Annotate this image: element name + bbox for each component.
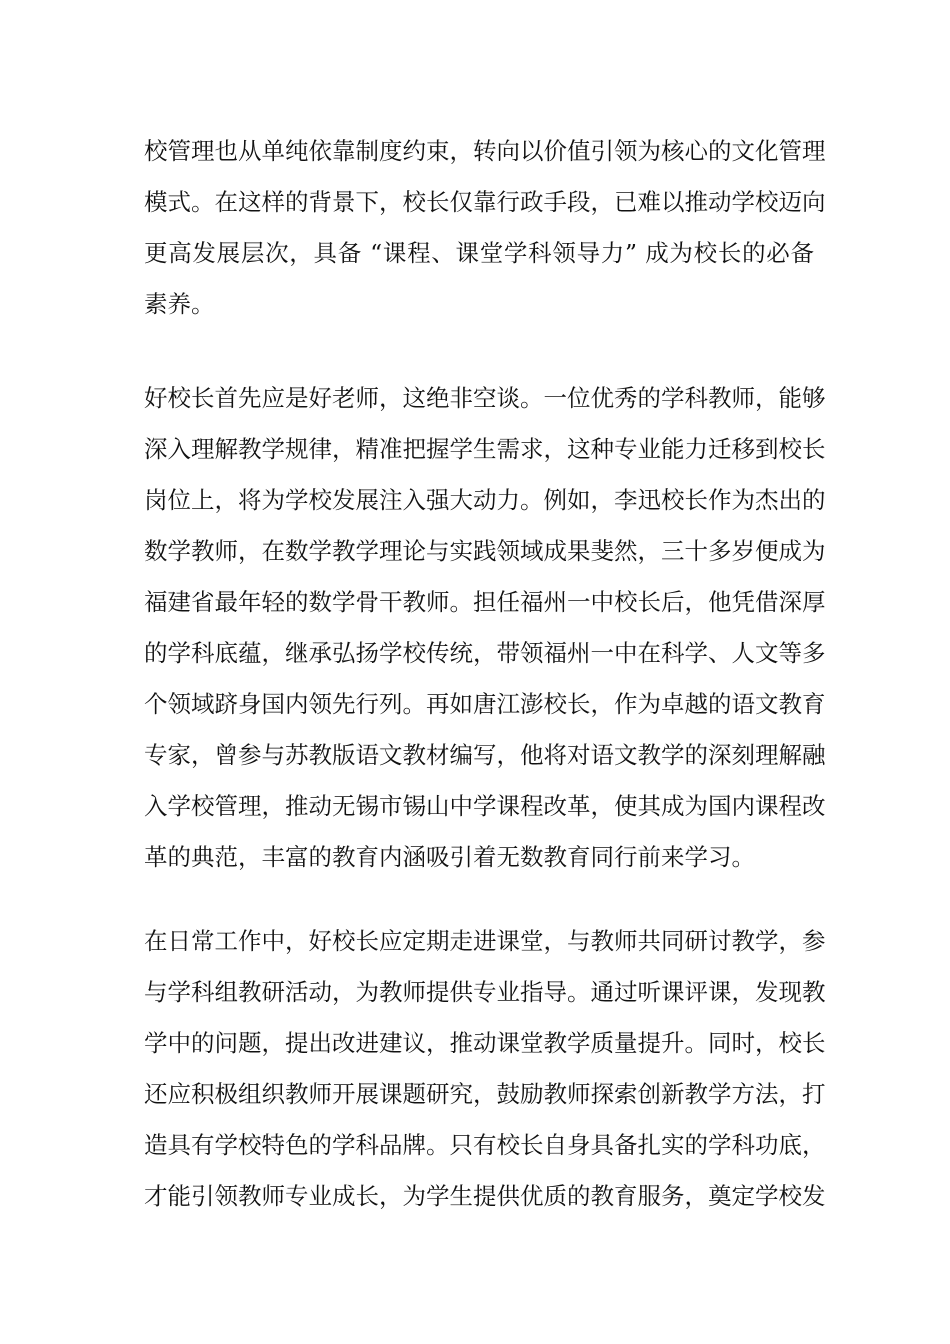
paragraph-3 [144, 916, 826, 1222]
paragraph-line: 还应积极组织教师开展课题研究，鼓励教师探索创新教学方法，打 [144, 1080, 826, 1108]
paragraph-line: 岗位上，将为学校发展注入强大动力。例如，李迅校长作为杰出的 [144, 486, 826, 514]
paragraph-line: 的学科底蕴，继承弘扬学校传统，带领福州一中在科学、人文等多 [144, 639, 826, 667]
paragraph-line: 福建省最年轻的数学骨干教师。担任福州一中校长后，他凭借深厚 [144, 588, 826, 616]
paragraph-line: 深入理解教学规律，精准把握学生需求，这种专业能力迁移到校长 [144, 435, 826, 463]
paragraph-line: 入学校管理，推动无锡市锡山中学课程改革，使其成为国内课程改 [144, 792, 826, 820]
paragraph-line: 校管理也从单纯依靠制度约束，转向以价值引领为核心的文化管理 [144, 137, 826, 165]
paragraph-line: 才能引领教师专业成长，为学生提供优质的教育服务，奠定学校发 [144, 1182, 826, 1210]
paragraph-2 [144, 373, 826, 883]
paragraph-line: 造具有学校特色的学科品牌。只有校长自身具备扎实的学科功底， [144, 1131, 826, 1159]
paragraph-line: 模式。在这样的背景下，校长仅靠行政手段，已难以推动学校迈向 [144, 188, 826, 216]
paragraph-line: 与学科组教研活动，为教师提供专业指导。通过听课评课，发现教 [144, 978, 826, 1006]
paragraph-line: 数学教师，在数学教学理论与实践领域成果斐然，三十多岁便成为 [144, 537, 826, 565]
paragraph-line: 革的典范，丰富的教育内涵吸引着无数教育同行前来学习。 [144, 843, 755, 871]
paragraph-line: 好校长首先应是好老师，这绝非空谈。一位优秀的学科教师，能够 [144, 384, 826, 412]
paragraph-line: 更高发展层次，具备 “课程、课堂学科领导力” 成为校长的必备 [144, 239, 814, 267]
paragraph-line: 学中的问题，提出改进建议，推动课堂教学质量提升。同时，校长 [144, 1029, 826, 1057]
paragraph-line: 专家，曾参与苏教版语文教材编写，他将对语文教学的深刻理解融 [144, 741, 826, 769]
paragraph-line: 素养。 [144, 290, 215, 318]
paragraph-1 [144, 126, 826, 330]
paragraph-line: 个领域跻身国内领先行列。再如唐江澎校长，作为卓越的语文教育 [144, 690, 826, 718]
paragraph-line: 在日常工作中，好校长应定期走进课堂，与教师共同研讨教学，参 [144, 927, 826, 955]
